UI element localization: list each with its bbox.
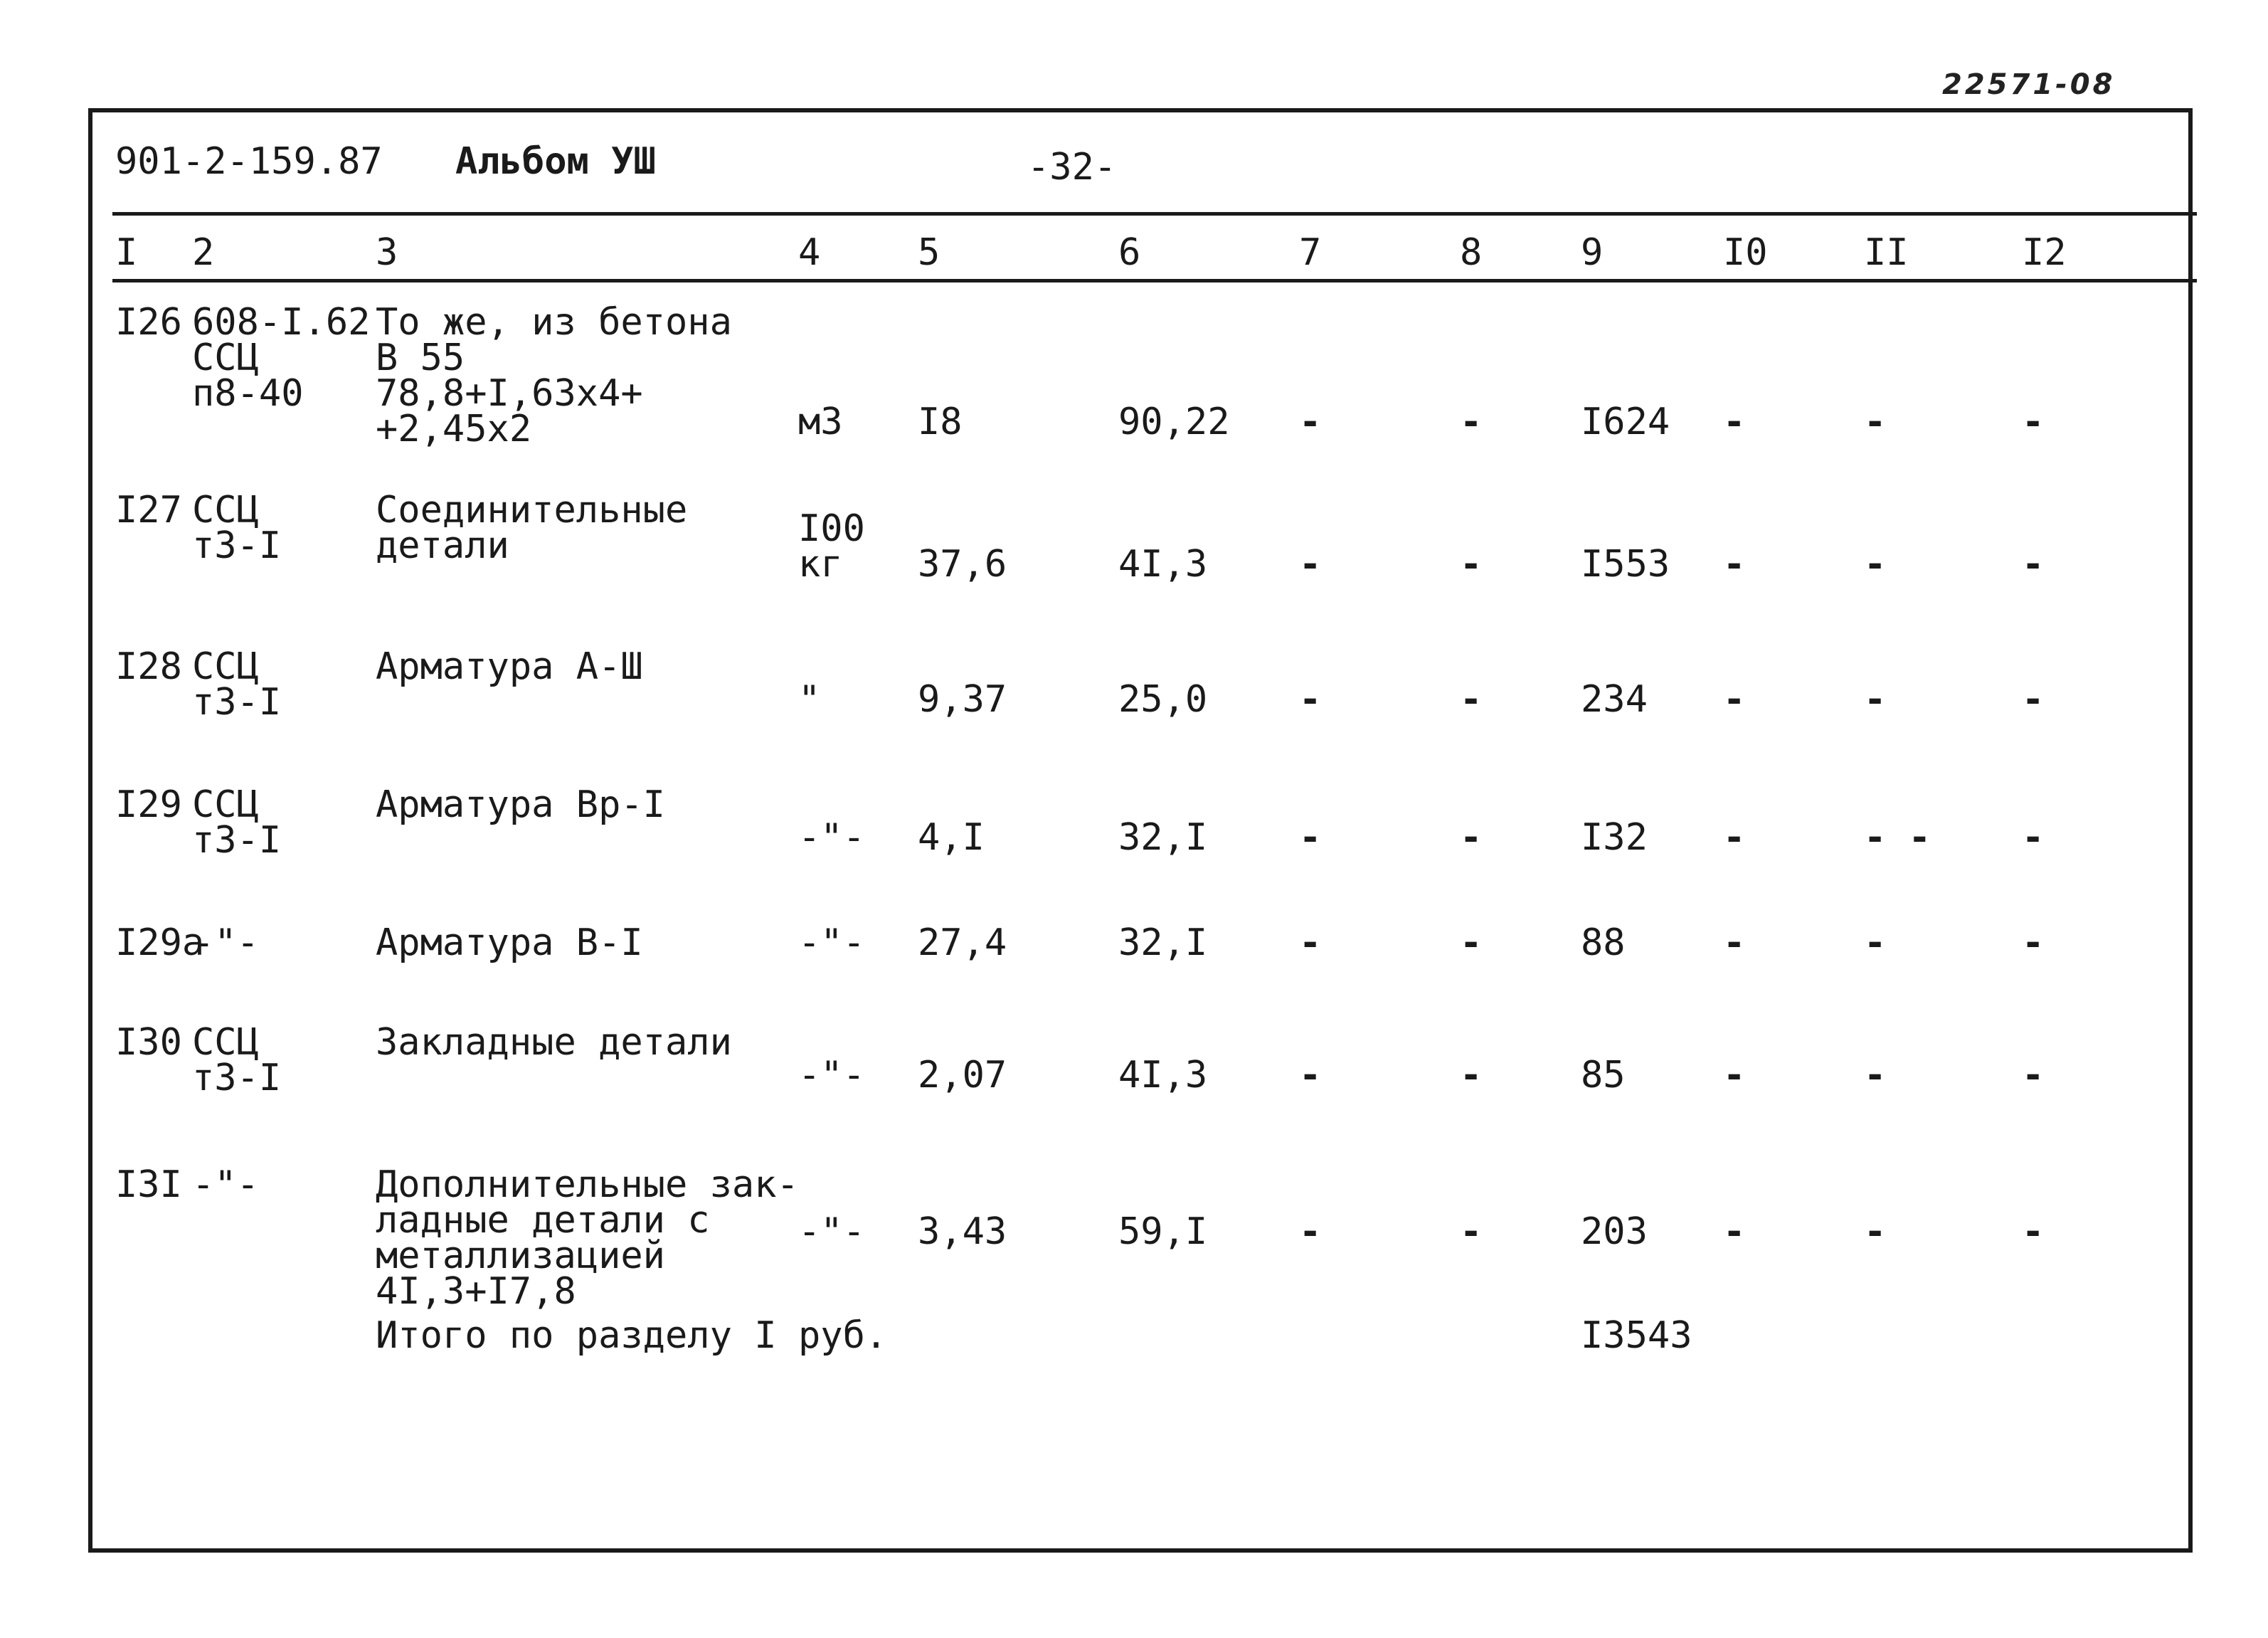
- row-cell-6: 25,0: [1118, 678, 1208, 721]
- column-header-9: 9: [1581, 231, 1604, 274]
- column-header-5: 5: [918, 231, 940, 274]
- row-name-line: В 55: [376, 337, 465, 379]
- row-name-line: 78,8+I,63x4+: [376, 372, 643, 415]
- row-name-line: Арматура В-I: [376, 921, 643, 964]
- page-number: -32-: [1027, 146, 1117, 189]
- row-unit: I00: [798, 507, 865, 550]
- row-cell-12: -: [2022, 1054, 2045, 1097]
- row-code-line: ССЦ: [192, 645, 259, 688]
- row-cell-7: -: [1299, 816, 1322, 859]
- row-code-line: ССЦ: [192, 1021, 259, 1064]
- row-cell-6: 90,22: [1118, 401, 1230, 443]
- column-header-11: II: [1864, 231, 1909, 274]
- row-unit: -"-: [798, 816, 865, 859]
- row-code-line: т3-I: [192, 681, 282, 724]
- row-cell-9: I32: [1581, 816, 1648, 859]
- row-cell-9: 85: [1581, 1054, 1626, 1097]
- row-unit: -"-: [798, 1210, 865, 1253]
- row-number: I3I: [115, 1163, 182, 1206]
- column-header-7: 7: [1299, 231, 1322, 274]
- row-cell-10: -: [1723, 543, 1746, 586]
- row-cell-12: -: [2022, 678, 2045, 721]
- row-name-line: Дополнительные зак-: [376, 1163, 799, 1206]
- row-code-line: ССЦ: [192, 783, 259, 826]
- document-code: 901-2-159.87: [115, 140, 383, 183]
- row-name-line: Арматура А-Ш: [376, 645, 643, 688]
- row-cell-10: -: [1723, 401, 1746, 443]
- row-cell-6: 59,I: [1118, 1210, 1208, 1253]
- row-cell-9: 88: [1581, 921, 1626, 964]
- row-cell-12: -: [2022, 1210, 2045, 1253]
- row-cell-5: 2,07: [918, 1054, 1007, 1097]
- row-name-line: Арматура Вр-I: [376, 783, 665, 826]
- row-cell-7: -: [1299, 543, 1322, 586]
- album-title: Альбом УШ: [455, 140, 656, 183]
- row-cell-8: -: [1460, 678, 1483, 721]
- row-cell-9: I624: [1581, 401, 1670, 443]
- row-cell-12: -: [2022, 401, 2045, 443]
- row-code-line: т3-I: [192, 819, 282, 862]
- row-code-line: ССЦ: [192, 337, 259, 379]
- row-cell-8: -: [1460, 543, 1483, 586]
- header-divider-top: [112, 212, 2197, 216]
- row-code-line: -"-: [192, 921, 259, 964]
- row-name-line: Закладные детали: [376, 1021, 732, 1064]
- row-number: I27: [115, 489, 182, 532]
- row-cell-11: -: [1864, 1054, 1887, 1097]
- row-name-line: ладные детали с: [376, 1199, 710, 1242]
- row-code-line: т3-I: [192, 524, 282, 567]
- column-header-4: 4: [798, 231, 821, 274]
- row-name-line: 4I,3+I7,8: [376, 1270, 576, 1313]
- row-cell-7: -: [1299, 1054, 1322, 1097]
- row-cell-11: - -: [1864, 816, 1931, 859]
- row-cell-8: -: [1460, 401, 1483, 443]
- row-unit: ": [798, 678, 821, 721]
- row-cell-5: 4,I: [918, 816, 985, 859]
- row-cell-12: -: [2022, 816, 2045, 859]
- row-number: I28: [115, 645, 182, 688]
- row-unit: -"-: [798, 1054, 865, 1097]
- row-cell-11: -: [1864, 921, 1887, 964]
- row-number: I26: [115, 301, 182, 344]
- row-code-line: ССЦ: [192, 489, 259, 532]
- row-cell-11: -: [1864, 678, 1887, 721]
- row-number: I30: [115, 1021, 182, 1064]
- row-cell-5: I8: [918, 401, 963, 443]
- column-header-6: 6: [1118, 231, 1141, 274]
- row-name-line: металлизацией: [376, 1235, 665, 1277]
- row-cell-5: 3,43: [918, 1210, 1007, 1253]
- row-cell-9: 234: [1581, 678, 1648, 721]
- column-header-12: I2: [2022, 231, 2067, 274]
- row-cell-6: 32,I: [1118, 921, 1208, 964]
- row-number: I29: [115, 783, 182, 826]
- column-header-1: I: [115, 231, 138, 274]
- total-label: Итого по разделу I: [376, 1314, 777, 1357]
- row-cell-10: -: [1723, 816, 1746, 859]
- row-cell-10: -: [1723, 921, 1746, 964]
- row-cell-11: -: [1864, 543, 1887, 586]
- document-stamp: 22571-08: [1942, 68, 2116, 101]
- row-unit: м3: [798, 401, 843, 443]
- row-cell-7: -: [1299, 401, 1322, 443]
- row-unit: -"-: [798, 921, 865, 964]
- row-cell-6: 32,I: [1118, 816, 1208, 859]
- row-cell-7: -: [1299, 678, 1322, 721]
- row-code-line: 608-I.62: [192, 301, 371, 344]
- row-cell-10: -: [1723, 678, 1746, 721]
- row-cell-5: 37,6: [918, 543, 1007, 586]
- row-cell-8: -: [1460, 1054, 1483, 1097]
- row-number: I29а: [115, 921, 205, 964]
- column-header-3: 3: [376, 231, 398, 274]
- total-unit: руб.: [798, 1314, 888, 1357]
- column-header-10: I0: [1723, 231, 1768, 274]
- row-cell-6: 4I,3: [1118, 1054, 1208, 1097]
- row-name-line: То же, из бетона: [376, 301, 732, 344]
- row-cell-5: 9,37: [918, 678, 1007, 721]
- row-unit: кг: [798, 543, 843, 586]
- column-header-8: 8: [1460, 231, 1483, 274]
- row-cell-9: I553: [1581, 543, 1670, 586]
- row-cell-7: -: [1299, 921, 1322, 964]
- row-code-line: -"-: [192, 1163, 259, 1206]
- row-name-line: +2,45x2: [376, 408, 532, 450]
- row-cell-11: -: [1864, 401, 1887, 443]
- header-divider-bottom: [112, 279, 2197, 282]
- row-code-line: т3-I: [192, 1057, 282, 1099]
- column-header-2: 2: [192, 231, 215, 274]
- row-cell-5: 27,4: [918, 921, 1007, 964]
- row-cell-7: -: [1299, 1210, 1322, 1253]
- row-cell-6: 4I,3: [1118, 543, 1208, 586]
- row-cell-9: 203: [1581, 1210, 1648, 1253]
- row-cell-8: -: [1460, 1210, 1483, 1253]
- total-value: I3543: [1581, 1314, 1692, 1357]
- row-cell-10: -: [1723, 1210, 1746, 1253]
- row-cell-12: -: [2022, 921, 2045, 964]
- row-name-line: Соединительные: [376, 489, 688, 532]
- row-cell-11: -: [1864, 1210, 1887, 1253]
- row-cell-8: -: [1460, 921, 1483, 964]
- row-name-line: детали: [376, 524, 509, 567]
- row-cell-8: -: [1460, 816, 1483, 859]
- row-cell-12: -: [2022, 543, 2045, 586]
- row-code-line: п8-40: [192, 372, 304, 415]
- row-cell-10: -: [1723, 1054, 1746, 1097]
